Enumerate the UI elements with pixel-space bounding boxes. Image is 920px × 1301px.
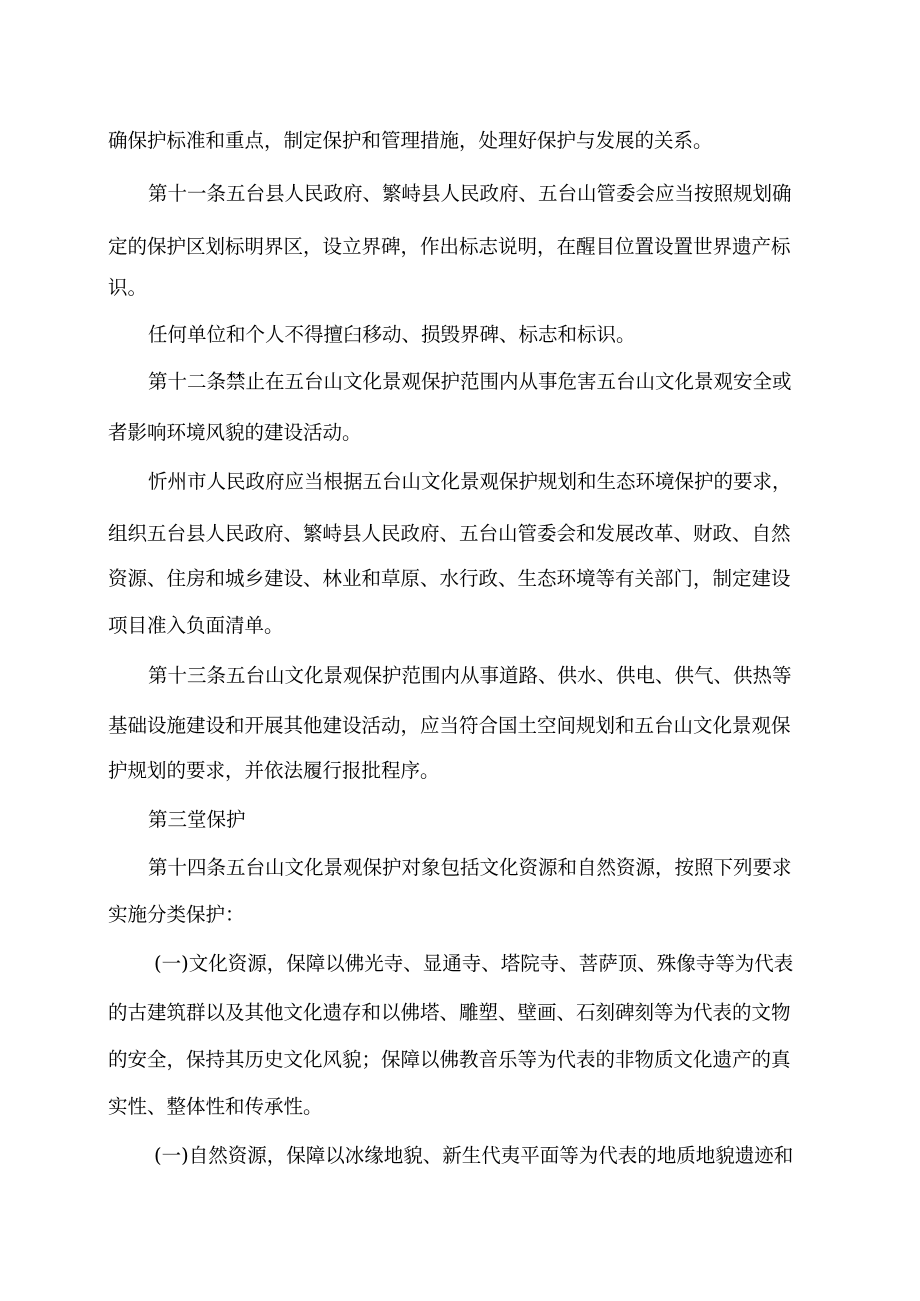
text-line: 忻州市人民政府应当根据五台山文化景观保护规划和生态环境保护的要求， — [148, 470, 792, 493]
section-heading: 第三堂保护 — [148, 808, 246, 831]
text-line: 识。 — [108, 276, 148, 299]
text-line: 项目准入负面清单。 — [108, 614, 284, 637]
text-line: 的安全，保持其历史文化风貌；保障以佛教音乐等为代表的非物质文化遗产的真 — [108, 1048, 791, 1071]
text-line: 实施分类保护： — [108, 903, 245, 926]
text-line: 确保护标准和重点，制定保护和管理措施，处理好保护与发展的关系。 — [108, 129, 713, 152]
text-line: 基础设施建设和开展其他建设活动，应当符合国土空间规划和五台山文化景观保 — [108, 714, 791, 737]
text-line: 组织五台县人民政府、繁峙县人民政府、五台山管委会和发展改革、财政、自然 — [108, 522, 791, 545]
text-line: 定的保护区划标明界区，设立界碑，作出标志说明，在醒目位置设置世界遗产标 — [108, 235, 791, 258]
text-line: 的古建筑群以及其他文化遗存和以佛塔、雕塑、壁画、石刻碑刻等为代表的文物 — [108, 1001, 791, 1024]
text-line: (一)自然资源，保障以冰缘地貌、新生代夷平面等为代表的地质地貌遗迹和 — [154, 1144, 794, 1167]
text-line: 第十三条五台山文化景观保护范围内从事道路、供水、供电、供气、供热等 — [148, 664, 792, 687]
text-line: 第十一条五台县人民政府、繁峙县人民政府、五台山管委会应当按照规划确 — [148, 182, 792, 205]
text-line: 实性、整体性和传承性。 — [108, 1095, 323, 1118]
text-line: 第十四条五台山文化景观保护对象包括文化资源和自然资源，按照下列要求 — [148, 856, 792, 879]
text-line: 资源、住房和城乡建设、林业和草原、水行政、生态环境等有关部门，制定建设 — [108, 567, 791, 590]
text-line: 第十二条禁止在五台山文化景观保护范围内从事危害五台山文化景观安全或 — [148, 370, 792, 393]
text-line: 任何单位和个人不得擅臼移动、损毁界碑、标志和标识。 — [148, 323, 636, 346]
text-line: 护规划的要求，并依法履行报批程序。 — [108, 759, 440, 782]
text-line: (一)文化资源，保障以佛光寺、显通寺、塔院寺、菩萨顶、殊像寺等为代表 — [154, 952, 794, 975]
text-line: 者影响环境风貌的建设活动。 — [108, 421, 362, 444]
